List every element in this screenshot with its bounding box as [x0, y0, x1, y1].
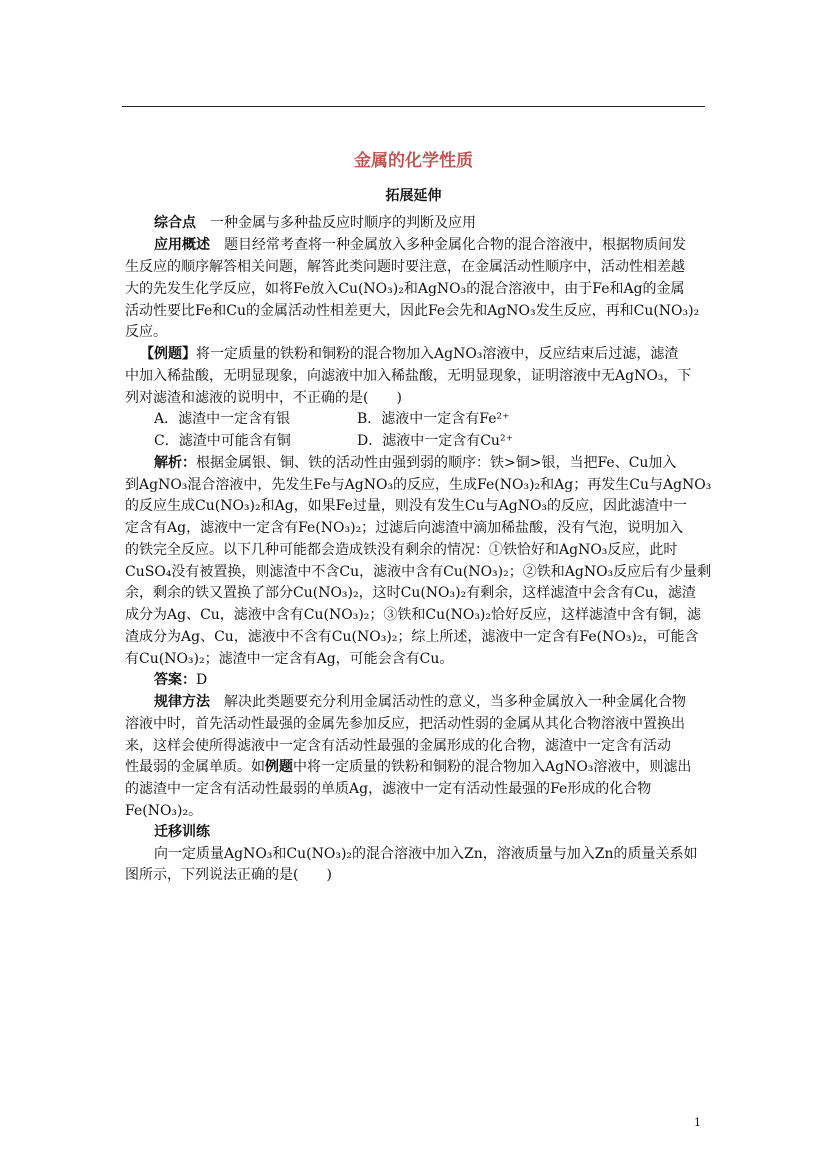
page-title: 金属的化学性质 [354, 151, 473, 171]
header-rule [122, 106, 705, 107]
method-line-6: Fe(NO₃)₂。 [125, 803, 203, 819]
option-a: A．滤渣中一定含有银 [154, 411, 291, 427]
answer-label: 答案： [154, 672, 196, 688]
method-line-3: 来，这样会使所得滤液中一定含有活动性最强的金属形成的化合物，滤渣中一定含有活动 [125, 738, 671, 754]
example-ref: 例题 [265, 759, 293, 775]
method-line-4: 性最弱的金属单质。如例题中将一定质量的铁粉和铜粉的混合物加入AgNO₃溶液中，则滤出 [125, 759, 692, 775]
analysis-line-2: 到AgNO₃混合溶液中，先发生Fe与AgNO₃的反应，生成Fe(NO₃)₂和Ag；再发生Cu与AgNO₃ [125, 477, 712, 493]
analysis-line-7: 余，剩余的铁又置换了部分Cu(NO₃)₂，这时Cu(NO₃)₂有剩余，这样滤渣中会含有Cu，滤渣 [125, 585, 696, 601]
topic-text: 一种金属与多种盐反应时顺序的判断及应用 [210, 215, 476, 231]
example-line-2: 中加入稀盐酸，无明显现象，向滤液中加入稀盐酸，无明显现象，证明溶液中无AgNO₃，下 [125, 368, 692, 384]
page-number: 1 [694, 1116, 701, 1129]
overview-line-4: 活动性要比Fe和Cu的金属活动性相差更大，因此Fe会先和AgNO₃发生反应，再和Cu(NO₃)₂ [125, 303, 700, 319]
option-d: D．滤液中一定含有Cu²⁺ [357, 433, 513, 449]
method-label: 规律方法 [154, 694, 210, 710]
analysis-line-10: 有Cu(NO₃)₂；滤渣中一定含有Ag，可能会含有Cu。 [125, 651, 454, 667]
analysis-line-1: 解析：根据金属银、铜、铁的活动性由强到弱的顺序：铁>铜>银，当把Fe、Cu加入 [154, 455, 677, 471]
analysis-line-8: 成分为Ag、Cu，滤液中含有Cu(NO₃)₂；③铁和Cu(NO₃)₂恰好反应，这样滤渣中含有铜，滤 [125, 607, 702, 623]
answer-value: D [196, 672, 208, 688]
overview-line-3: 大的先发生化学反应，如将Fe放入Cu(NO₃)₂和AgNO₃的混合溶液中，由于Fe和Ag的金属 [125, 281, 685, 297]
analysis-line-9: 渣成分为Ag、Cu，滤液中不含有Cu(NO₃)₂；综上所述，滤液中一定含有Fe(NO₃)₂，可能含 [125, 629, 699, 645]
transfer-label: 迁移训练 [154, 824, 210, 840]
analysis-line-6: CuSO₄没有被置换，则滤渣中不含Cu，滤液中含有Cu(NO₃)₂；②铁和AgNO₃反应后有少量剩 [125, 564, 712, 580]
transfer-line-2: 图所示，下列说法正确的是( ) [125, 867, 332, 883]
method-line-2: 溶液中时，首先活动性最强的金属先参加反应，把活动性弱的金属从其化合物溶液中置换出 [125, 716, 685, 732]
topic-label: 综合点 [154, 215, 196, 231]
transfer-line-1: 向一定质量AgNO₃和Cu(NO₃)₂的混合溶液中加入Zn，溶液质量与加入Zn的质量关系如 [154, 846, 698, 862]
analysis-line-3: 的反应生成Cu(NO₃)₂和Ag，如果Fe过量，则没有发生Cu与AgNO₃的反应，因此滤渣中一 [125, 498, 688, 514]
answer-line [154, 670, 207, 690]
example-label: 【例题】 [140, 346, 196, 362]
analysis-line-5: 的铁完全反应。以下几种可能都会造成铁没有剩余的情况：①铁恰好和AgNO₃反应，此时 [125, 542, 678, 558]
overview-line-2: 生反应的顺序解答相关问题，解答此类问题时要注意，在金属活动性顺序中，活动性相差越 [125, 259, 685, 275]
topic-line [154, 213, 476, 233]
analysis-line-4: 定含有Ag，滤液中一定含有Fe(NO₃)₂；过滤后向滤渣中滴加稀盐酸，没有气泡，说明加入 [125, 520, 684, 536]
example-line-3: 列对滤渣和滤液的说明中，不正确的是( ) [125, 390, 402, 406]
option-c: C．滤渣中可能含有铜 [154, 433, 291, 449]
section-subtitle: 拓展延伸 [385, 188, 442, 204]
analysis-label: 解析： [154, 455, 196, 471]
overview-line-1: 应用概述 题目经常考查将一种金属放入多种金属化合物的混合溶液中，根据物质间发 [154, 237, 686, 253]
method-line-5: 的滤渣中一定含有活动性最弱的单质Ag，滤液中一定有活动性最强的Fe形成的化合物 [125, 781, 652, 797]
example-line-1: 【例题】将一定质量的铁粉和铜粉的混合物加入AgNO₃溶液中，反应结束后过滤，滤渣 [140, 346, 679, 362]
overview-line-5: 反应。 [125, 324, 167, 340]
overview-label: 应用概述 [154, 237, 210, 253]
option-b: B．滤液中一定含有Fe²⁺ [357, 411, 510, 427]
method-line-1: 规律方法 解决此类题要充分利用金属活动性的意义，当多种金属放入一种金属化合物 [154, 694, 686, 710]
